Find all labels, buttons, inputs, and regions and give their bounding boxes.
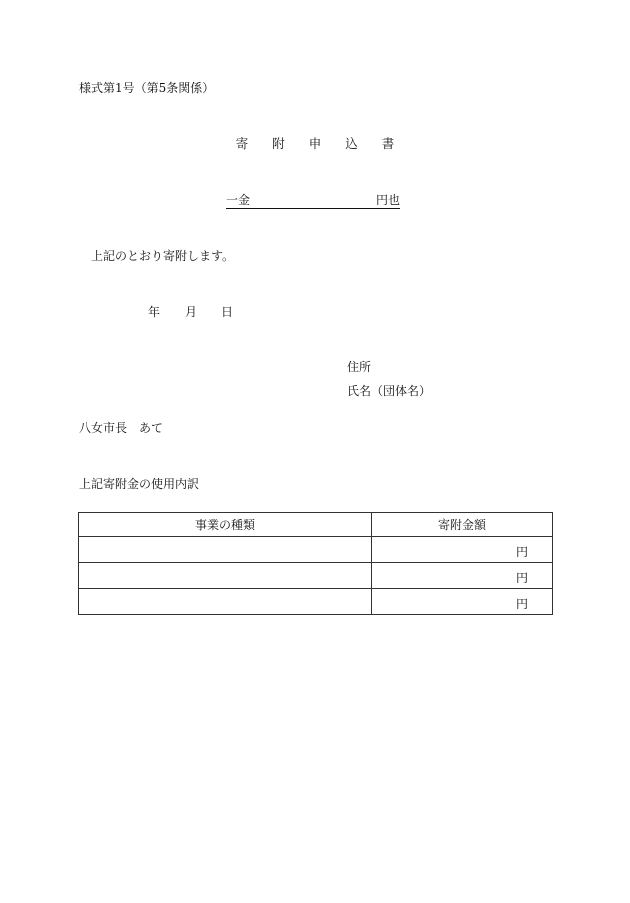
donation-statement: 上記のとおり寄附します。 [91, 249, 235, 263]
column-header-donation-amount: 寄附金額 [372, 513, 553, 537]
date-year-label: 年 [148, 305, 161, 319]
address-label: 住所 [347, 360, 372, 374]
amount-cell: 円 [372, 537, 553, 563]
date-month-label: 月 [185, 305, 198, 319]
form-number: 様式第1号（第5条関係） [79, 81, 215, 95]
amount-cell: 円 [372, 563, 553, 589]
amount-cell: 円 [372, 589, 553, 615]
table-header-row [79, 513, 553, 537]
amount-line [226, 194, 400, 209]
date-day-label: 日 [221, 305, 234, 319]
project-type-cell [79, 589, 372, 615]
table-row [79, 563, 553, 589]
table-row [79, 537, 553, 563]
breakdown-table [78, 512, 553, 615]
project-type-cell [79, 537, 372, 563]
amount-prefix: 一金 [226, 193, 251, 207]
document-title: 寄 附 申 込 書 [235, 136, 405, 151]
breakdown-heading: 上記寄附金の使用内訳 [79, 477, 200, 491]
project-type-cell [79, 563, 372, 589]
addressee: 八女市長 あて [79, 421, 164, 435]
column-header-project-type: 事業の種類 [79, 513, 372, 537]
amount-suffix: 円也 [375, 193, 400, 207]
table-row [79, 589, 553, 615]
name-label: 氏名（団体名） [347, 384, 432, 398]
